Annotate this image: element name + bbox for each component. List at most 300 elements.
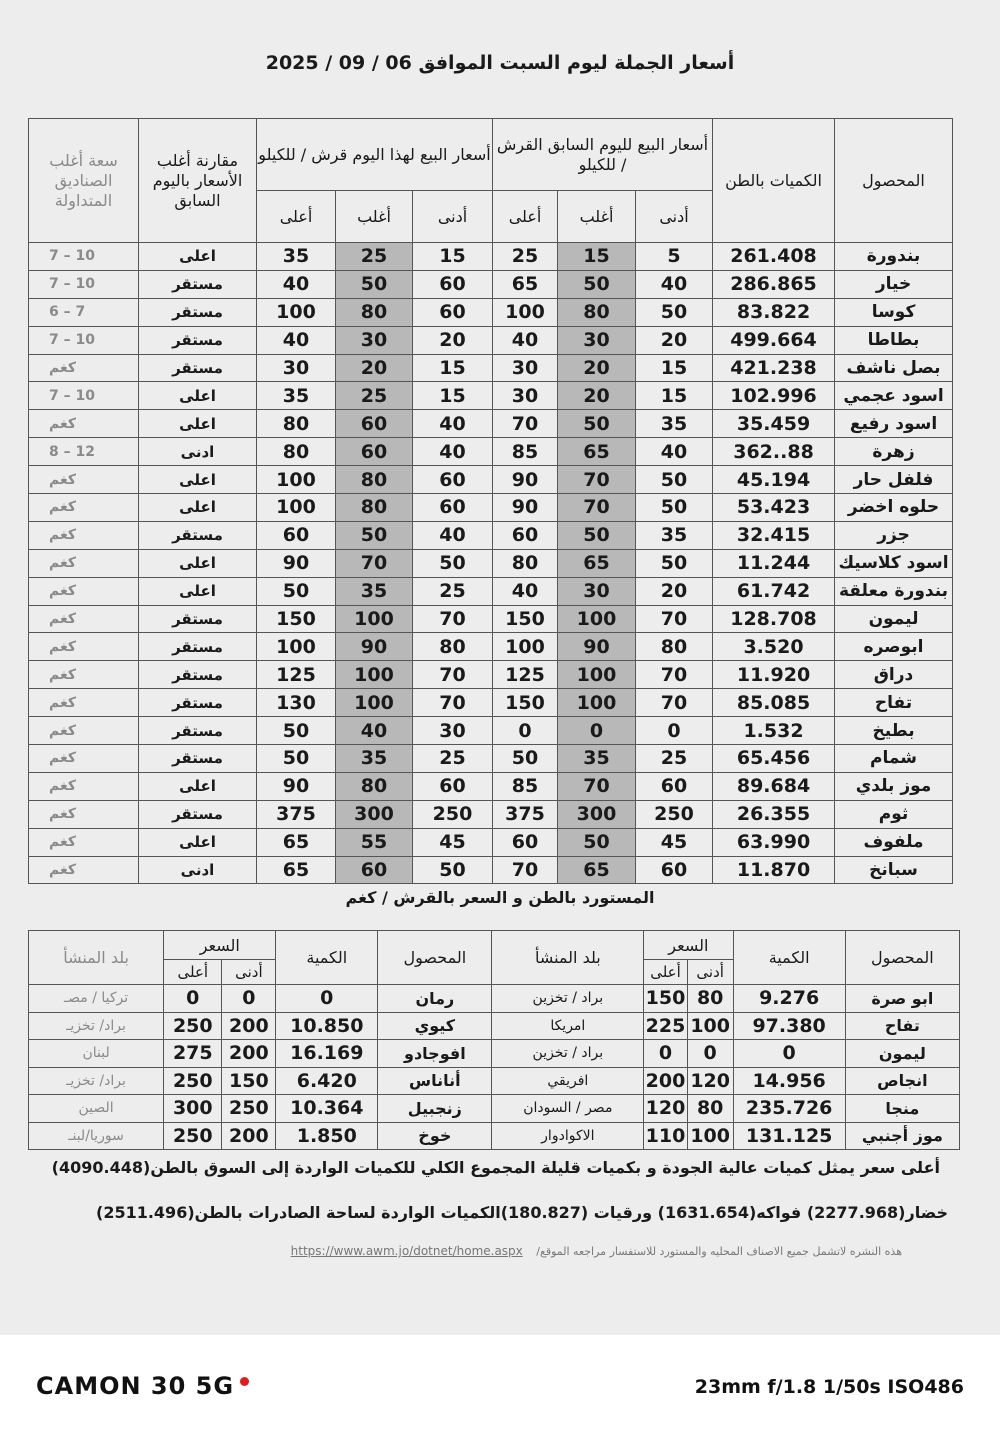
cell-t-min: 15 <box>413 243 493 271</box>
cell-qty: 499.664 <box>713 326 835 354</box>
imp-cell-r-max: 200 <box>644 1067 688 1095</box>
table-row <box>29 828 953 856</box>
cell-box: 10 – 7 <box>29 270 139 298</box>
imp-cell-l-min: 200 <box>222 1122 276 1150</box>
cell-t-max: 375 <box>257 800 336 828</box>
cell-t-max: 100 <box>257 298 336 326</box>
header-box-capacity: سعة أغلب الصناديق المتداولة <box>29 119 139 243</box>
imported-prices-table <box>28 930 960 1150</box>
table-row <box>29 494 953 522</box>
imp-cell-r-max: 110 <box>644 1122 688 1150</box>
cell-t-min: 60 <box>413 494 493 522</box>
imp-cell-r-max: 120 <box>644 1095 688 1123</box>
cell-name: تفاح <box>835 689 953 717</box>
table-row <box>29 326 953 354</box>
cell-p-min: 5 <box>636 243 713 271</box>
cell-name: ليمون <box>835 605 953 633</box>
imp-header-qty-right: الكمية <box>733 931 845 985</box>
cell-p-max: 70 <box>493 856 558 884</box>
cell-p-max: 80 <box>493 549 558 577</box>
imp-cell-r-name: ليمون <box>845 1040 959 1068</box>
footer-url-link[interactable]: https://www.awm.jo/dotnet/home.aspx <box>290 1244 523 1258</box>
cell-t-most: 60 <box>336 856 413 884</box>
cell-cmp: مستقر <box>139 326 257 354</box>
imp-cell-r-max: 0 <box>644 1040 688 1068</box>
cell-qty: 61.742 <box>713 577 835 605</box>
table-row <box>29 1067 960 1095</box>
imp-cell-r-min: 120 <box>687 1067 733 1095</box>
cell-t-min: 15 <box>413 354 493 382</box>
imp-cell-l-origin: براد/ تخزيـ <box>29 1067 164 1095</box>
cell-qty: 83.822 <box>713 298 835 326</box>
header-today-most: أغلب <box>336 191 413 243</box>
imp-cell-r-qty: 235.726 <box>733 1095 845 1123</box>
cell-box: 10 – 7 <box>29 326 139 354</box>
cell-t-max: 50 <box>257 717 336 745</box>
imp-cell-l-max: 250 <box>164 1012 222 1040</box>
cell-name: اسود عجمي <box>835 382 953 410</box>
cell-t-max: 40 <box>257 270 336 298</box>
cell-p-most: 35 <box>558 745 636 773</box>
cell-cmp: مستقر <box>139 800 257 828</box>
cell-p-min: 35 <box>636 521 713 549</box>
cell-t-most: 100 <box>336 689 413 717</box>
cell-p-min: 70 <box>636 605 713 633</box>
cell-box: كغم <box>29 466 139 494</box>
imp-header-price-left: السعر <box>164 931 276 960</box>
imp-header-max-left: أعلى <box>164 960 222 985</box>
imp-cell-l-qty: 0 <box>276 985 378 1013</box>
imp-header-origin-left: بلد المنشأ <box>29 931 164 985</box>
cell-box: كغم <box>29 410 139 438</box>
document-title: أسعار الجملة ليوم السبت الموافق 06 / 09 / 2025 <box>265 52 735 74</box>
cell-t-min: 40 <box>413 521 493 549</box>
cell-qty: 88..362 <box>713 438 835 466</box>
cell-t-max: 125 <box>257 661 336 689</box>
table-row <box>29 605 953 633</box>
cell-name: ملفوف <box>835 828 953 856</box>
cell-name: حلوه اخضر <box>835 494 953 522</box>
cell-qty: 32.415 <box>713 521 835 549</box>
cell-qty: 11.244 <box>713 549 835 577</box>
table-row <box>29 800 953 828</box>
cell-qty: 286.865 <box>713 270 835 298</box>
header-quantity: الكميات بالطن <box>713 119 835 243</box>
cell-name: بندورة <box>835 243 953 271</box>
cell-p-most: 300 <box>558 800 636 828</box>
imp-cell-r-origin: امريكا <box>492 1012 644 1040</box>
cell-box: كغم <box>29 354 139 382</box>
cell-t-max: 90 <box>257 549 336 577</box>
imp-cell-r-max: 150 <box>644 985 688 1013</box>
cell-p-max: 85 <box>493 438 558 466</box>
imp-cell-l-max: 250 <box>164 1122 222 1150</box>
cell-name: بطاطا <box>835 326 953 354</box>
cell-p-most: 80 <box>558 298 636 326</box>
cell-t-most: 80 <box>336 466 413 494</box>
cell-p-min: 0 <box>636 717 713 745</box>
cell-t-most: 30 <box>336 326 413 354</box>
imp-cell-r-qty: 131.125 <box>733 1122 845 1150</box>
cell-t-max: 40 <box>257 326 336 354</box>
cell-t-max: 80 <box>257 438 336 466</box>
imp-cell-l-qty: 10.364 <box>276 1095 378 1123</box>
cell-qty: 26.355 <box>713 800 835 828</box>
cell-p-most: 30 <box>558 326 636 354</box>
cell-box: كغم <box>29 661 139 689</box>
cell-cmp: ادنى <box>139 438 257 466</box>
record-dot-icon <box>240 1377 249 1386</box>
cell-t-max: 35 <box>257 243 336 271</box>
cell-name: اسود رفيع <box>835 410 953 438</box>
cell-p-most: 20 <box>558 382 636 410</box>
imp-cell-l-qty: 1.850 <box>276 1122 378 1150</box>
cell-p-min: 50 <box>636 494 713 522</box>
cell-p-most: 100 <box>558 605 636 633</box>
cell-t-min: 60 <box>413 298 493 326</box>
cell-t-min: 30 <box>413 717 493 745</box>
imp-cell-l-max: 250 <box>164 1067 222 1095</box>
cell-p-min: 80 <box>636 633 713 661</box>
cell-p-min: 60 <box>636 772 713 800</box>
cell-t-max: 30 <box>257 354 336 382</box>
table-row <box>29 856 953 884</box>
footer-note <box>291 1244 902 1258</box>
cell-name: جزر <box>835 521 953 549</box>
cell-t-min: 40 <box>413 410 493 438</box>
cell-p-max: 30 <box>493 382 558 410</box>
cell-t-min: 60 <box>413 270 493 298</box>
cell-p-min: 35 <box>636 410 713 438</box>
cell-p-max: 30 <box>493 354 558 382</box>
imp-cell-l-min: 200 <box>222 1040 276 1068</box>
imp-cell-l-qty: 16.169 <box>276 1040 378 1068</box>
header-today-prices: أسعار البيع لهذا اليوم قرش / للكيلو <box>257 119 493 191</box>
header-prev-min: أدنى <box>636 191 713 243</box>
imp-cell-l-max: 300 <box>164 1095 222 1123</box>
imp-cell-l-name: كيوي <box>378 1012 492 1040</box>
cell-t-most: 80 <box>336 298 413 326</box>
imp-cell-l-name: خوخ <box>378 1122 492 1150</box>
header-product: المحصول <box>835 119 953 243</box>
cell-qty: 45.194 <box>713 466 835 494</box>
cell-qty: 421.238 <box>713 354 835 382</box>
cell-box: كغم <box>29 828 139 856</box>
cell-p-max: 40 <box>493 577 558 605</box>
cell-name: دراق <box>835 661 953 689</box>
cell-p-most: 50 <box>558 521 636 549</box>
cell-t-max: 90 <box>257 772 336 800</box>
cell-p-min: 15 <box>636 382 713 410</box>
table-row <box>29 772 953 800</box>
imp-cell-r-min: 80 <box>687 985 733 1013</box>
cell-t-max: 65 <box>257 856 336 884</box>
table-row <box>29 1122 960 1150</box>
imp-header-min-right: أدنى <box>687 960 733 985</box>
cell-box: كغم <box>29 745 139 773</box>
cell-qty: 128.708 <box>713 605 835 633</box>
cell-t-min: 50 <box>413 549 493 577</box>
cell-t-min: 60 <box>413 466 493 494</box>
cell-t-min: 15 <box>413 382 493 410</box>
imp-cell-l-origin: الصين <box>29 1095 164 1123</box>
cell-cmp: اعلى <box>139 828 257 856</box>
cell-t-most: 25 <box>336 243 413 271</box>
table-row <box>29 466 953 494</box>
cell-cmp: اعلى <box>139 410 257 438</box>
cell-p-min: 40 <box>636 270 713 298</box>
table-row <box>29 745 953 773</box>
imp-header-min-left: أدنى <box>222 960 276 985</box>
cell-cmp: اعلى <box>139 382 257 410</box>
cell-t-min: 20 <box>413 326 493 354</box>
cell-qty: 89.684 <box>713 772 835 800</box>
cell-t-min: 25 <box>413 577 493 605</box>
cell-box: كغم <box>29 772 139 800</box>
cell-box: كغم <box>29 577 139 605</box>
imp-cell-l-name: زنجبيل <box>378 1095 492 1123</box>
table-row <box>29 1095 960 1123</box>
footer-note-text: هذه النشره لاتشمل جميع الاصناف المحليه والمستورد للاستفسار مراجعه الموقع/ <box>536 1245 902 1258</box>
imp-cell-r-qty: 9.276 <box>733 985 845 1013</box>
imp-cell-r-qty: 0 <box>733 1040 845 1068</box>
cell-name: شمام <box>835 745 953 773</box>
header-prev-most: أغلب <box>558 191 636 243</box>
cell-t-most: 70 <box>336 549 413 577</box>
cell-p-min: 60 <box>636 856 713 884</box>
camera-model <box>36 1372 249 1400</box>
imp-cell-r-min: 100 <box>687 1012 733 1040</box>
cell-box: كغم <box>29 494 139 522</box>
cell-box: كغم <box>29 549 139 577</box>
imp-header-product-left: المحصول <box>378 931 492 985</box>
cell-t-min: 250 <box>413 800 493 828</box>
cell-cmp: مستقر <box>139 270 257 298</box>
cell-p-max: 40 <box>493 326 558 354</box>
imp-cell-l-min: 150 <box>222 1067 276 1095</box>
imp-cell-l-min: 250 <box>222 1095 276 1123</box>
cell-t-most: 100 <box>336 605 413 633</box>
cell-name: موز بلدي <box>835 772 953 800</box>
cell-p-max: 60 <box>493 521 558 549</box>
table-row <box>29 243 953 271</box>
cell-p-max: 150 <box>493 689 558 717</box>
cell-box: كغم <box>29 605 139 633</box>
cell-p-most: 65 <box>558 549 636 577</box>
cell-cmp: اعلى <box>139 466 257 494</box>
cell-name: كوسا <box>835 298 953 326</box>
imp-cell-r-name: تفاح <box>845 1012 959 1040</box>
summary-line-1: أعلى سعر يمثل كميات عالية الجودة و بكميات قليلة المجموع الكلي للكميات الواردة إلى السوق بالطن(4090.448) <box>51 1158 940 1177</box>
imp-header-price-right: السعر <box>644 931 733 960</box>
imp-cell-l-name: افوجادو <box>378 1040 492 1068</box>
cell-name: بطيخ <box>835 717 953 745</box>
cell-t-most: 40 <box>336 717 413 745</box>
table-row <box>29 1040 960 1068</box>
cell-t-most: 100 <box>336 661 413 689</box>
cell-p-max: 70 <box>493 410 558 438</box>
cell-qty: 65.456 <box>713 745 835 773</box>
header-today-min: أدنى <box>413 191 493 243</box>
cell-cmp: اعلى <box>139 577 257 605</box>
cell-name: فلفل حار <box>835 466 953 494</box>
cell-p-max: 100 <box>493 298 558 326</box>
cell-t-most: 50 <box>336 270 413 298</box>
imp-cell-l-qty: 10.850 <box>276 1012 378 1040</box>
cell-cmp: مستقر <box>139 633 257 661</box>
cell-p-most: 0 <box>558 717 636 745</box>
cell-p-min: 20 <box>636 577 713 605</box>
cell-p-most: 70 <box>558 494 636 522</box>
table-row <box>29 1012 960 1040</box>
cell-t-max: 50 <box>257 745 336 773</box>
imp-cell-r-origin: الاكوادوار <box>492 1122 644 1150</box>
cell-t-max: 100 <box>257 633 336 661</box>
cell-box: 10 – 7 <box>29 382 139 410</box>
cell-t-most: 90 <box>336 633 413 661</box>
cell-t-max: 65 <box>257 828 336 856</box>
imported-units-note: المستورد بالطن و السعر بالقرش / كغم <box>345 888 655 907</box>
cell-t-max: 35 <box>257 382 336 410</box>
cell-p-most: 100 <box>558 689 636 717</box>
cell-t-most: 55 <box>336 828 413 856</box>
cell-p-most: 90 <box>558 633 636 661</box>
table-row <box>29 661 953 689</box>
imp-cell-l-name: أناناس <box>378 1067 492 1095</box>
imp-cell-r-name: موز أجنبي <box>845 1122 959 1150</box>
cell-p-min: 50 <box>636 466 713 494</box>
cell-name: اسود كلاسيك <box>835 549 953 577</box>
cell-box: كغم <box>29 521 139 549</box>
cell-p-max: 375 <box>493 800 558 828</box>
cell-cmp: مستقر <box>139 298 257 326</box>
cell-name: سبانخ <box>835 856 953 884</box>
cell-p-most: 65 <box>558 856 636 884</box>
cell-t-max: 100 <box>257 494 336 522</box>
cell-p-min: 15 <box>636 354 713 382</box>
cell-p-most: 70 <box>558 466 636 494</box>
cell-p-most: 65 <box>558 438 636 466</box>
imp-header-product-right: المحصول <box>845 931 959 985</box>
cell-t-min: 70 <box>413 689 493 717</box>
summary-line-2: خضار(2277.968) فواكه(1631.654) ورقيات (180.827)الكميات الواردة لساحة الصادرات بالطن(2511.496) <box>96 1203 948 1222</box>
imp-cell-l-max: 0 <box>164 985 222 1013</box>
cell-t-most: 80 <box>336 494 413 522</box>
cell-p-max: 90 <box>493 466 558 494</box>
cell-qty: 11.870 <box>713 856 835 884</box>
cell-cmp: مستقر <box>139 354 257 382</box>
header-comparison: مقارنة أغلب الأسعار باليوم السابق <box>139 119 257 243</box>
cell-t-max: 80 <box>257 410 336 438</box>
cell-p-max: 85 <box>493 772 558 800</box>
cell-cmp: ادنى <box>139 856 257 884</box>
cell-t-max: 50 <box>257 577 336 605</box>
imp-cell-l-origin: لبنان <box>29 1040 164 1068</box>
cell-cmp: مستقر <box>139 689 257 717</box>
cell-p-max: 90 <box>493 494 558 522</box>
table-row <box>29 985 960 1013</box>
imp-cell-l-name: رمان <box>378 985 492 1013</box>
imp-cell-r-qty: 97.380 <box>733 1012 845 1040</box>
cell-cmp: اعلى <box>139 772 257 800</box>
cell-cmp: مستقر <box>139 745 257 773</box>
cell-t-min: 45 <box>413 828 493 856</box>
cell-qty: 102.996 <box>713 382 835 410</box>
cell-p-min: 20 <box>636 326 713 354</box>
camera-specs: 23mm f/1.8 1/50s ISO486 <box>694 1376 964 1398</box>
imp-cell-l-origin: تركيا / مصـ <box>29 985 164 1013</box>
cell-p-max: 25 <box>493 243 558 271</box>
cell-p-max: 65 <box>493 270 558 298</box>
cell-t-max: 100 <box>257 466 336 494</box>
imp-cell-r-max: 225 <box>644 1012 688 1040</box>
cell-t-min: 80 <box>413 633 493 661</box>
cell-cmp: اعلى <box>139 494 257 522</box>
header-today-max: أعلى <box>257 191 336 243</box>
cell-name: بندورة معلقة <box>835 577 953 605</box>
cell-p-min: 45 <box>636 828 713 856</box>
cell-box: كغم <box>29 856 139 884</box>
imp-cell-r-qty: 14.956 <box>733 1067 845 1095</box>
cell-cmp: اعلى <box>139 243 257 271</box>
cell-qty: 35.459 <box>713 410 835 438</box>
cell-p-max: 150 <box>493 605 558 633</box>
imp-cell-l-min: 0 <box>222 985 276 1013</box>
cell-box: 7 – 6 <box>29 298 139 326</box>
imp-cell-r-name: انجاص <box>845 1067 959 1095</box>
cell-p-max: 60 <box>493 828 558 856</box>
cell-t-min: 40 <box>413 438 493 466</box>
cell-p-most: 50 <box>558 270 636 298</box>
cell-name: خيار <box>835 270 953 298</box>
cell-cmp: مستقر <box>139 605 257 633</box>
imp-cell-r-origin: مصر / السودان <box>492 1095 644 1123</box>
imp-cell-l-min: 200 <box>222 1012 276 1040</box>
cell-cmp: مستقر <box>139 521 257 549</box>
cell-p-min: 70 <box>636 661 713 689</box>
cell-cmp: مستقر <box>139 717 257 745</box>
imp-cell-r-origin: افريقي <box>492 1067 644 1095</box>
cell-t-most: 60 <box>336 410 413 438</box>
cell-qty: 1.532 <box>713 717 835 745</box>
header-prev-prices: أسعار البيع لليوم السابق القرش / للكيلو <box>493 119 713 191</box>
cell-name: ثوم <box>835 800 953 828</box>
cell-t-most: 35 <box>336 577 413 605</box>
cell-t-most: 300 <box>336 800 413 828</box>
cell-p-most: 20 <box>558 354 636 382</box>
table-row <box>29 298 953 326</box>
imp-cell-r-min: 0 <box>687 1040 733 1068</box>
cell-p-min: 50 <box>636 549 713 577</box>
cell-box: كغم <box>29 633 139 661</box>
cell-p-max: 50 <box>493 745 558 773</box>
table-row <box>29 438 953 466</box>
cell-t-most: 80 <box>336 772 413 800</box>
cell-qty: 261.408 <box>713 243 835 271</box>
imp-cell-l-origin: سوريا/لبنـ <box>29 1122 164 1150</box>
cell-qty: 53.423 <box>713 494 835 522</box>
cell-p-most: 50 <box>558 410 636 438</box>
cell-box: كغم <box>29 800 139 828</box>
local-prices-table <box>28 118 953 884</box>
cell-p-most: 15 <box>558 243 636 271</box>
imp-cell-r-name: ابو صرة <box>845 985 959 1013</box>
imp-cell-r-origin: براد / تخزين <box>492 985 644 1013</box>
imp-header-max-right: أعلى <box>644 960 688 985</box>
imp-header-origin-right: بلد المنشأ <box>492 931 644 985</box>
imp-cell-r-origin: براد / تخزين <box>492 1040 644 1068</box>
cell-qty: 85.085 <box>713 689 835 717</box>
